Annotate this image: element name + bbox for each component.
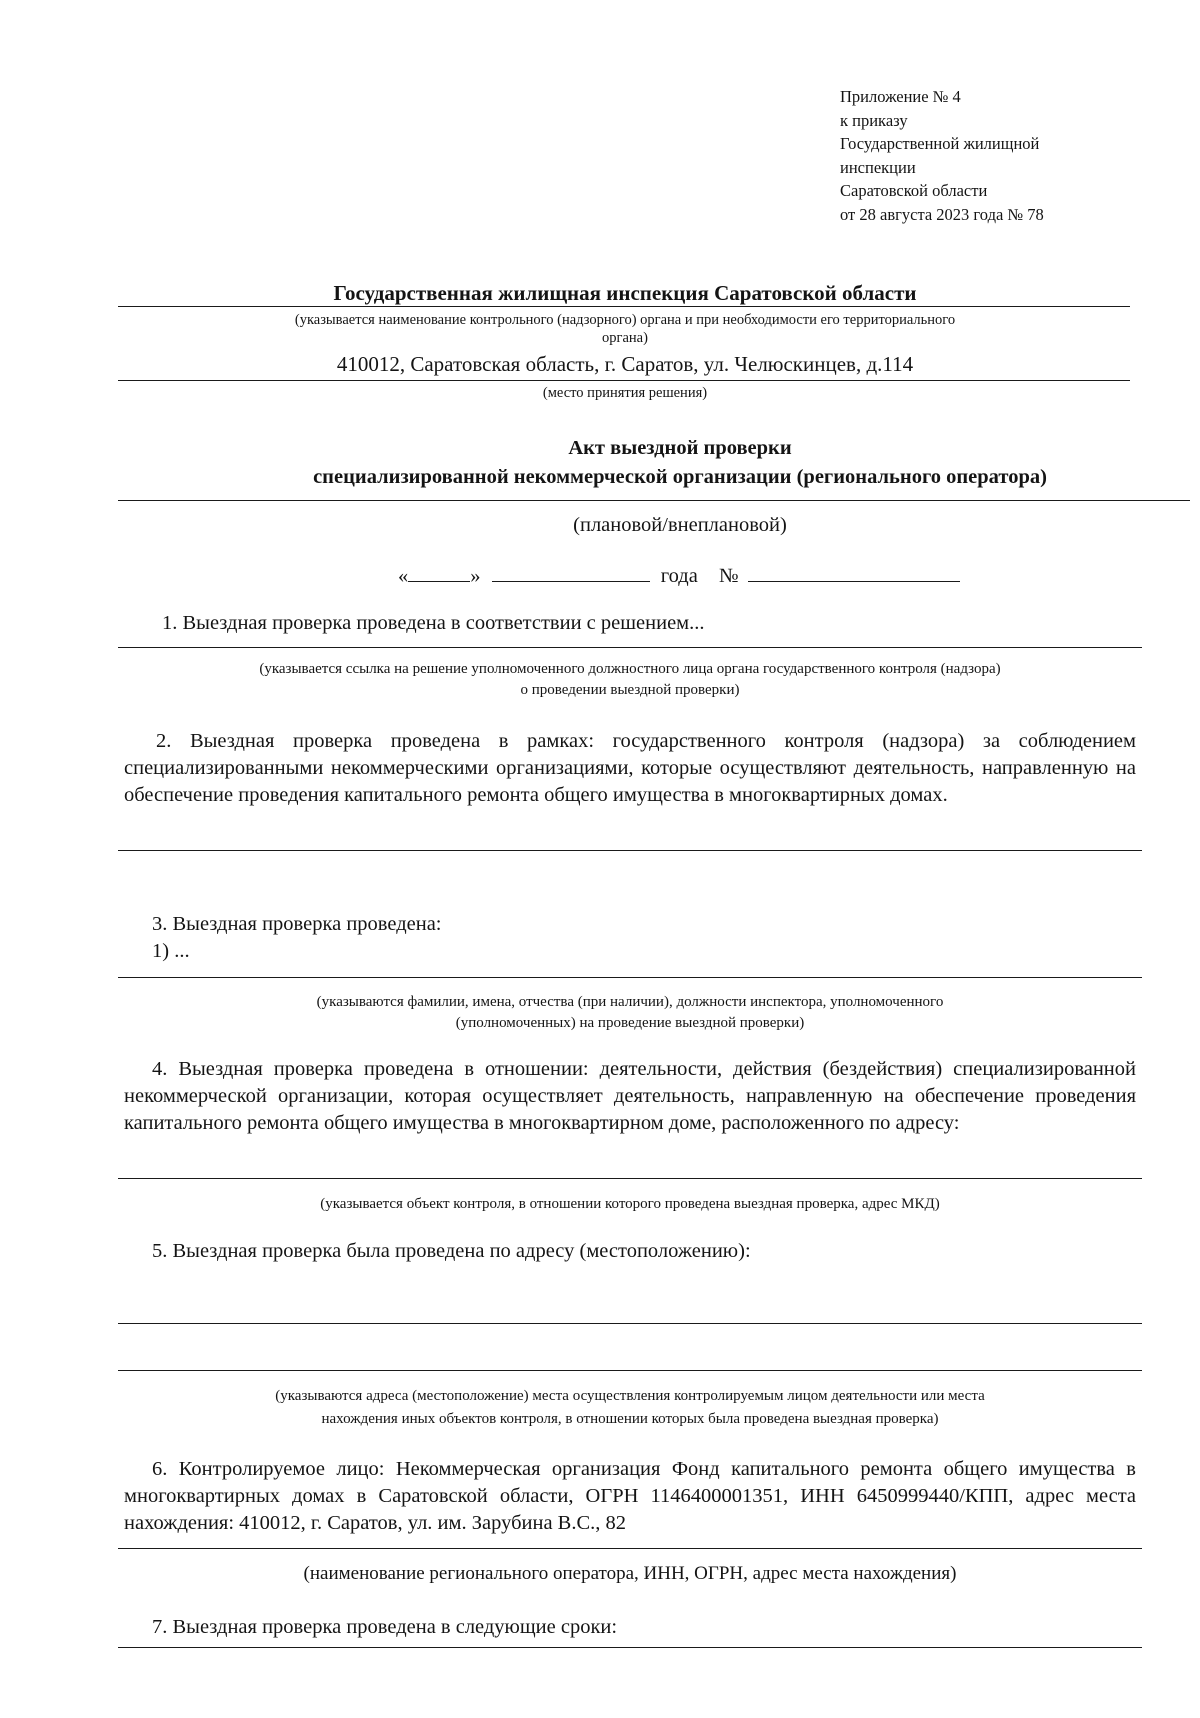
day-blank (408, 561, 470, 582)
date-open-quote: « (398, 565, 409, 587)
section-3-item: 1) ... (152, 940, 190, 962)
appendix-note (840, 85, 1140, 226)
section-1-hint: (указывается ссылка на решение уполномоченного должностного лица органа государственного контроля (надзора) (259, 661, 1001, 677)
section-7-text: 7. Выездная проверка проведена в следующие сроки: (152, 1616, 618, 1638)
authority-address-rule (118, 380, 1130, 381)
section-7-rule (118, 1647, 1142, 1648)
section-1-text: 1. Выездная проверка проведена в соответствии с решением... (162, 612, 705, 634)
section-4-rule (118, 1178, 1142, 1179)
section-1-rule (118, 647, 1142, 648)
section-5-rule (118, 1370, 1142, 1371)
appendix-line: инспекции (840, 157, 916, 177)
act-title-line-2: специализированной некоммерческой организации (регионального оператора) (313, 466, 1047, 488)
appendix-line: Саратовской области (840, 181, 988, 200)
date-close-quote: » (470, 565, 481, 587)
month-blank (492, 561, 650, 582)
section-2-rule (118, 850, 1142, 851)
title-rule (118, 500, 1190, 501)
authority-name-hint: (указывается наименование контрольного (надзорного) органа и при необходимости его территориального (294, 312, 956, 328)
authority-name: Государственная жилищная инспекция Саратовской области (333, 281, 917, 305)
authority-address-hint: (место принятия решения) (542, 385, 708, 401)
section-3-rule (118, 977, 1142, 978)
year-word: года (660, 565, 698, 587)
section-5-text: 5. Выездная проверка была проведена по адресу (местоположению): (152, 1240, 751, 1262)
section-1-hint: о проведении выездной проверки) (520, 682, 740, 698)
section-3-hint: (указываются фамилии, имена, отчества (при наличии), должности инспектора, уполномоченного (316, 994, 944, 1010)
section-2-text: 2. Выездная проверка проведена в рамках: государственного контроля (надзора) за соблюдением специализированными некоммерческими организациями, которые осуществляют деятельность, направленную на обеспечение проведения капитального ремонта общего имущества в многоквартирных домах. (124, 730, 1136, 806)
section-4-text: 4. Выездная проверка проведена в отношении: деятельности, действия (бездействия) специализированной некоммерческой организации, которая осуществляет деятельность, направленную на обеспечение проведения капитального ремонта общего имущества в многоквартирном доме, расположенного по адресу: (124, 1058, 1136, 1134)
section-3-hint: (уполномоченных) на проведение выездной проверки) (455, 1015, 805, 1031)
number-sign: № (718, 565, 739, 587)
section-6-rule (118, 1548, 1142, 1549)
section-5-hint: нахождения иных объектов контроля, в отношении которых была проведена выездная проверка) (321, 1411, 939, 1427)
appendix-line: от 28 августа 2023 года № 78 (840, 204, 1044, 224)
inspection-type: (плановой/внеплановой) (573, 514, 787, 536)
appendix-line: Приложение № 4 (840, 87, 961, 106)
appendix-line: к приказу (840, 110, 908, 130)
date-number-line (398, 561, 960, 590)
section-6-hint: (наименование регионального оператора, ИНН, ОГРН, адрес места нахождения) (303, 1563, 957, 1584)
authority-address: 410012, Саратовская область, г. Саратов, ул. Челюскинцев, д.114 (336, 352, 914, 376)
authority-name-hint: органа) (602, 330, 648, 346)
section-4-hint: (указывается объект контроля, в отношении которого проведена выездная проверка, адрес МКД) (320, 1196, 940, 1212)
section-6-text: 6. Контролируемое лицо: Некоммерческая организация Фонд капитального ремонта общего имущества в многоквартирных домах в Саратовской области, ОГРН 1146400001351, ИНН 6450999440/КПП, адрес места нахождения: 410012, г. Саратов, ул. им. Зарубина В.С., 82 (124, 1458, 1136, 1534)
act-title-line-1: Акт выездной проверки (568, 437, 792, 459)
section-3-text: 3. Выездная проверка проведена: (152, 913, 442, 935)
number-blank (748, 561, 960, 582)
authority-name-rule (118, 306, 1130, 307)
appendix-line: Государственной жилищной (840, 134, 1040, 153)
section-5-rule (118, 1323, 1142, 1324)
section-5-hint: (указываются адреса (местоположение) места осуществления контролируемым лицом деятельности или места (275, 1388, 985, 1404)
